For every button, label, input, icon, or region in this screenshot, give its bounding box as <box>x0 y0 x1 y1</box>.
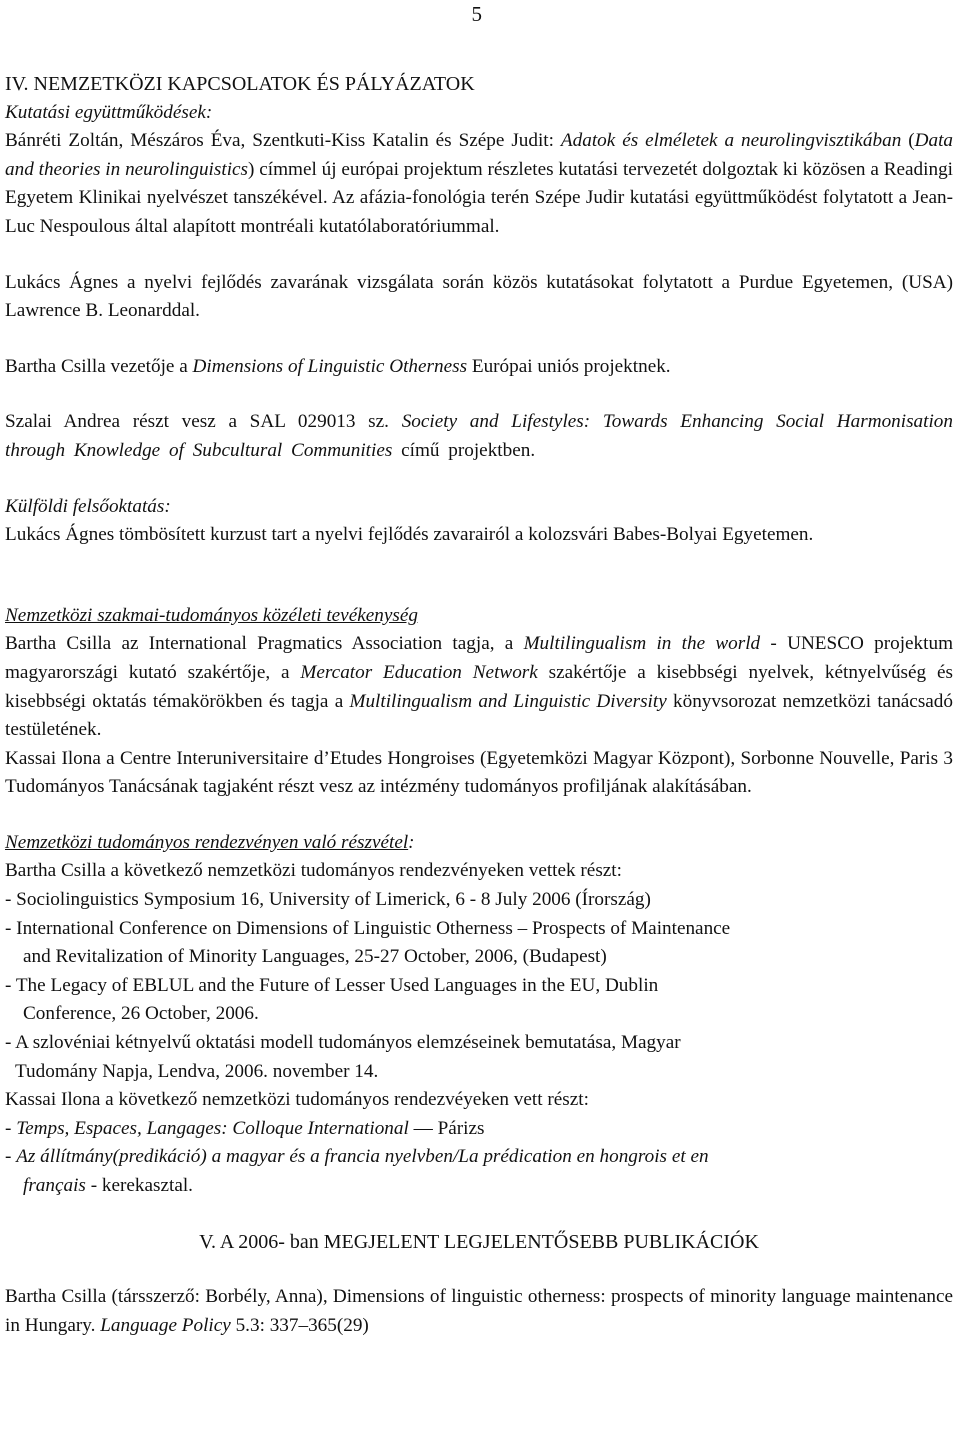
sal-paragraph <box>5 408 953 465</box>
kassai-event-2-cont <box>5 1172 953 1201</box>
paragraph-text: ( <box>901 130 915 152</box>
paragraph-text: szakértője a kisebbségi nyelvek, kétnyelvűség és kisebbségi oktatás témakörökben és tagja a <box>5 661 953 712</box>
event-title: Temps, Espaces, Langages: Colloque International <box>16 1117 409 1139</box>
section-v-title: V. A 2006- ban MEGJELENT LEGJELENTŐSEBB PUBLIKÁCIÓK <box>199 1230 759 1253</box>
purdue-paragraph: Lukács Ágnes a nyelvi fejlődés zavarának vizsgálata során közös kutatásokat folytatott a Purdue Egyetemen, (USA) Lawrence B. Leonarddal. <box>5 271 953 322</box>
publication-entry <box>5 1283 953 1340</box>
publication-text: Bartha Csilla (társszerző: Borbély, Anna), Dimensions of linguistic otherness: prospects of minority language maintenance in Hungary. <box>5 1286 953 1336</box>
foreign-education-heading: Külföldi felsőoktatás: <box>5 495 171 517</box>
paragraph-text: ) címmel új európai projektum részletes kutatási tervezetét dolgoztak ki közösen a Readingi Egyetem Klinikai nyelvészet tanszékével. Az afázia-fonológia terén Szépe Judir kutatási együttműködést folytatott a Jean-Luc Nespoulous által alapított montréali kutatólaboratóriummal. <box>5 158 953 237</box>
network-name: Mercator Education Network <box>300 661 538 683</box>
publication-pages: 5.3: 337–365(29) <box>230 1314 369 1336</box>
book-series-name: Multilingualism and Linguistic Diversity <box>349 690 667 712</box>
project-title: Society and Lifestyles: Towards Enhancing Social Harmonisation through Knowledge of Subcultural Communities <box>5 411 953 461</box>
paragraph-text: - UNESCO projektum magyarországi kutató szakértője, a <box>5 633 953 683</box>
project-title: Dimensions of Linguistic Otherness <box>192 355 468 377</box>
event-title-cont: français <box>23 1175 86 1196</box>
page-content <box>5 70 953 1340</box>
event-item-4-cont: Tudomány Napja, Lendva, 2006. november 14. <box>15 1060 379 1082</box>
bartha-events-intro: Bartha Csilla a következő nemzetközi tudományos rendezvényeken vettek részt: <box>5 860 622 882</box>
paragraph-text: Szalai Andrea részt vesz a SAL 029013 sz. <box>5 411 402 433</box>
research-cooperation-paragraph <box>5 127 953 241</box>
research-cooperation-heading: Kutatási együttműködések: <box>5 101 213 123</box>
event-item-3: - The Legacy of EBLUL and the Future of Lesser Used Languages in the EU, Dublin <box>5 974 659 996</box>
project-title-hu: Adatok és elméletek a neurolingvisztikában <box>560 130 902 152</box>
kassai-event-1 <box>5 1115 953 1144</box>
list-dash: - <box>5 1117 17 1139</box>
section-iv-title: IV. NEMZETKÖZI KAPCSOLATOK ÉS PÁLYÁZATOK <box>5 73 475 95</box>
event-type: - kerekasztal. <box>85 1175 193 1196</box>
paragraph-text: című projektben. <box>392 439 536 461</box>
journal-name: Language Policy <box>100 1314 231 1336</box>
event-item-4: - A szlovéniai kétnyelvű oktatási modell tudományos elemzéseinek bemutatása, Magyar <box>5 1032 681 1054</box>
event-item-2: - International Conference on Dimensions of Linguistic Otherness – Prospects of Maintenance <box>5 917 731 939</box>
project-title: Multilingualism in the world <box>523 633 761 655</box>
paragraph-text: Bánréti Zoltán, Mészáros Éva, Szentkuti-Kiss Katalin és Szépe Judit: <box>5 130 561 152</box>
event-item-3-cont: Conference, 26 October, 2006. <box>23 1003 259 1025</box>
kassai-event-2 <box>5 1143 953 1172</box>
event-item-2-cont: and Revitalization of Minority Languages, 25-27 October, 2006, (Budapest) <box>23 946 607 968</box>
event-title: Az állítmány(predikáció) a magyar és a francia nyelvben/La prédication en hongrois et en <box>16 1146 709 1168</box>
paragraph-text: Bartha Csilla az International Pragmatics Association tagja, a <box>5 633 524 655</box>
public-activity-heading: Nemzetközi szakmai-tudományos közéleti tevékenység <box>5 604 418 626</box>
events-heading: Nemzetközi tudományos rendezvényen való részvétel <box>5 831 409 853</box>
paragraph-text: könyvsorozat nemzetközi tanácsadó testületének. <box>5 690 953 741</box>
kassai-events-intro: Kassai Ilona a következő nemzetközi tudományos rendezvéyeken vett részt: <box>5 1089 589 1111</box>
events-heading-line <box>5 829 953 858</box>
event-item-1: - Sociolinguistics Symposium 16, University of Limerick, 6 - 8 July 2006 (Írország) <box>5 889 651 911</box>
paragraph-text: Európai uniós projektnek. <box>467 355 671 377</box>
project-title-en: Data and theories in neurolinguistics <box>5 130 954 180</box>
event-location: — Párizs <box>408 1117 485 1139</box>
list-dash: - <box>5 1146 17 1168</box>
events-heading-colon: : <box>408 831 415 853</box>
dimensions-paragraph <box>5 353 953 382</box>
kassai-council-paragraph: Kassai Ilona a Centre Interuniversitaire d’Etudes Hongroises (Egyetemközi Magyar Központ), Sorbonne Nouvelle, Paris 3 Tudományos Tanácsának tagjaként részt vesz az intézmény tudományos profiljának alakításában. <box>5 747 953 798</box>
paragraph-text: Bartha Csilla vezetője a <box>5 355 193 377</box>
public-activity-paragraph <box>5 630 953 744</box>
foreign-education-paragraph: Lukács Ágnes tömbösített kurzust tart a nyelvi fejlődés zavarairól a kolozsvári Babes-Bolyai Egyetemen. <box>5 524 814 546</box>
page-number: 5 <box>471 2 482 26</box>
